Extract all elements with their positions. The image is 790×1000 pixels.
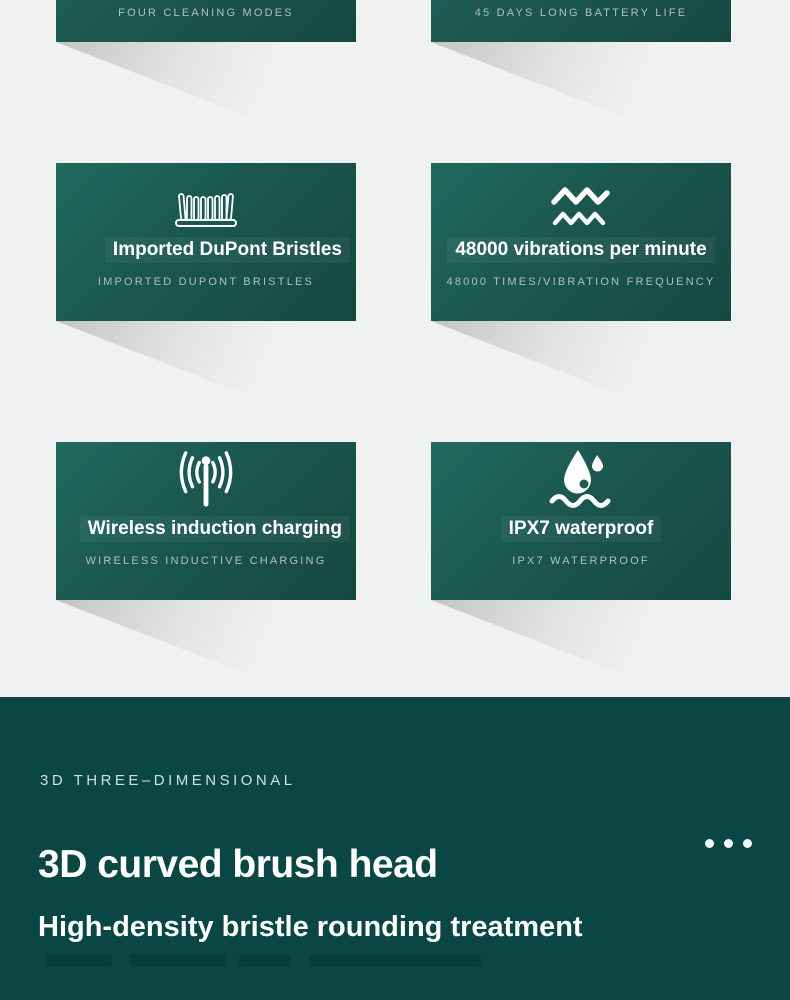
feature-card-wireless-charging: [56, 442, 356, 600]
feature-title-row: [56, 516, 356, 542]
card-shadow: [56, 600, 356, 680]
feature-caption: FOUR CLEANING MODES: [118, 7, 294, 19]
toothbrush-bristles-icon: [174, 185, 238, 229]
feature-title-row: [56, 237, 356, 263]
faint-text-block: [309, 954, 481, 967]
banner-eyebrow: 3D THREE–DIMENSIONAL: [40, 772, 296, 789]
card-shadow: [431, 321, 731, 401]
feature-caption: WIRELESS INDUCTIVE CHARGING: [85, 555, 327, 567]
card-shadow: [431, 600, 731, 680]
faint-text-block: [46, 954, 112, 967]
ellipsis-dot: [705, 839, 714, 848]
faint-text-block: [239, 954, 291, 967]
card-shadow: [56, 42, 356, 122]
feature-card-battery-life: [431, 0, 731, 42]
feature-caption: IPX7 WATERPROOF: [512, 555, 650, 567]
wireless-charging-icon: [170, 464, 242, 508]
card-shadow: [56, 321, 356, 401]
feature-title: Wireless induction charging: [80, 516, 350, 542]
faint-text-block: [130, 954, 226, 967]
feature-card-waterproof: [431, 442, 731, 600]
ellipsis-dot: [724, 839, 733, 848]
feature-card-cleaning-modes: [56, 0, 356, 42]
banner-title: 3D curved brush head: [38, 843, 438, 886]
feature-title: 48000 vibrations per minute: [447, 237, 714, 263]
waterproof-drop-icon: [545, 464, 617, 508]
vibration-frequency-icon: [549, 185, 613, 229]
feature-caption: 48000 TIMES/VIBRATION FREQUENCY: [446, 276, 716, 288]
feature-card-vibrations: [431, 163, 731, 321]
feature-caption: IMPORTED DUPONT BRISTLES: [97, 276, 315, 288]
feature-title: IPX7 waterproof: [501, 516, 662, 542]
ellipsis-dot: [743, 839, 752, 848]
banner-subtitle: High-density bristle rounding treatment: [38, 911, 583, 943]
feature-caption: 45 DAYS LONG BATTERY LIFE: [474, 7, 688, 19]
feature-title: Imported DuPont Bristles: [105, 237, 350, 263]
feature-title-row: [431, 237, 731, 263]
feature-card-dupont-bristles: [56, 163, 356, 321]
feature-title-row: [431, 516, 731, 542]
ellipsis-dots: [705, 839, 752, 848]
card-shadow: [431, 42, 731, 122]
